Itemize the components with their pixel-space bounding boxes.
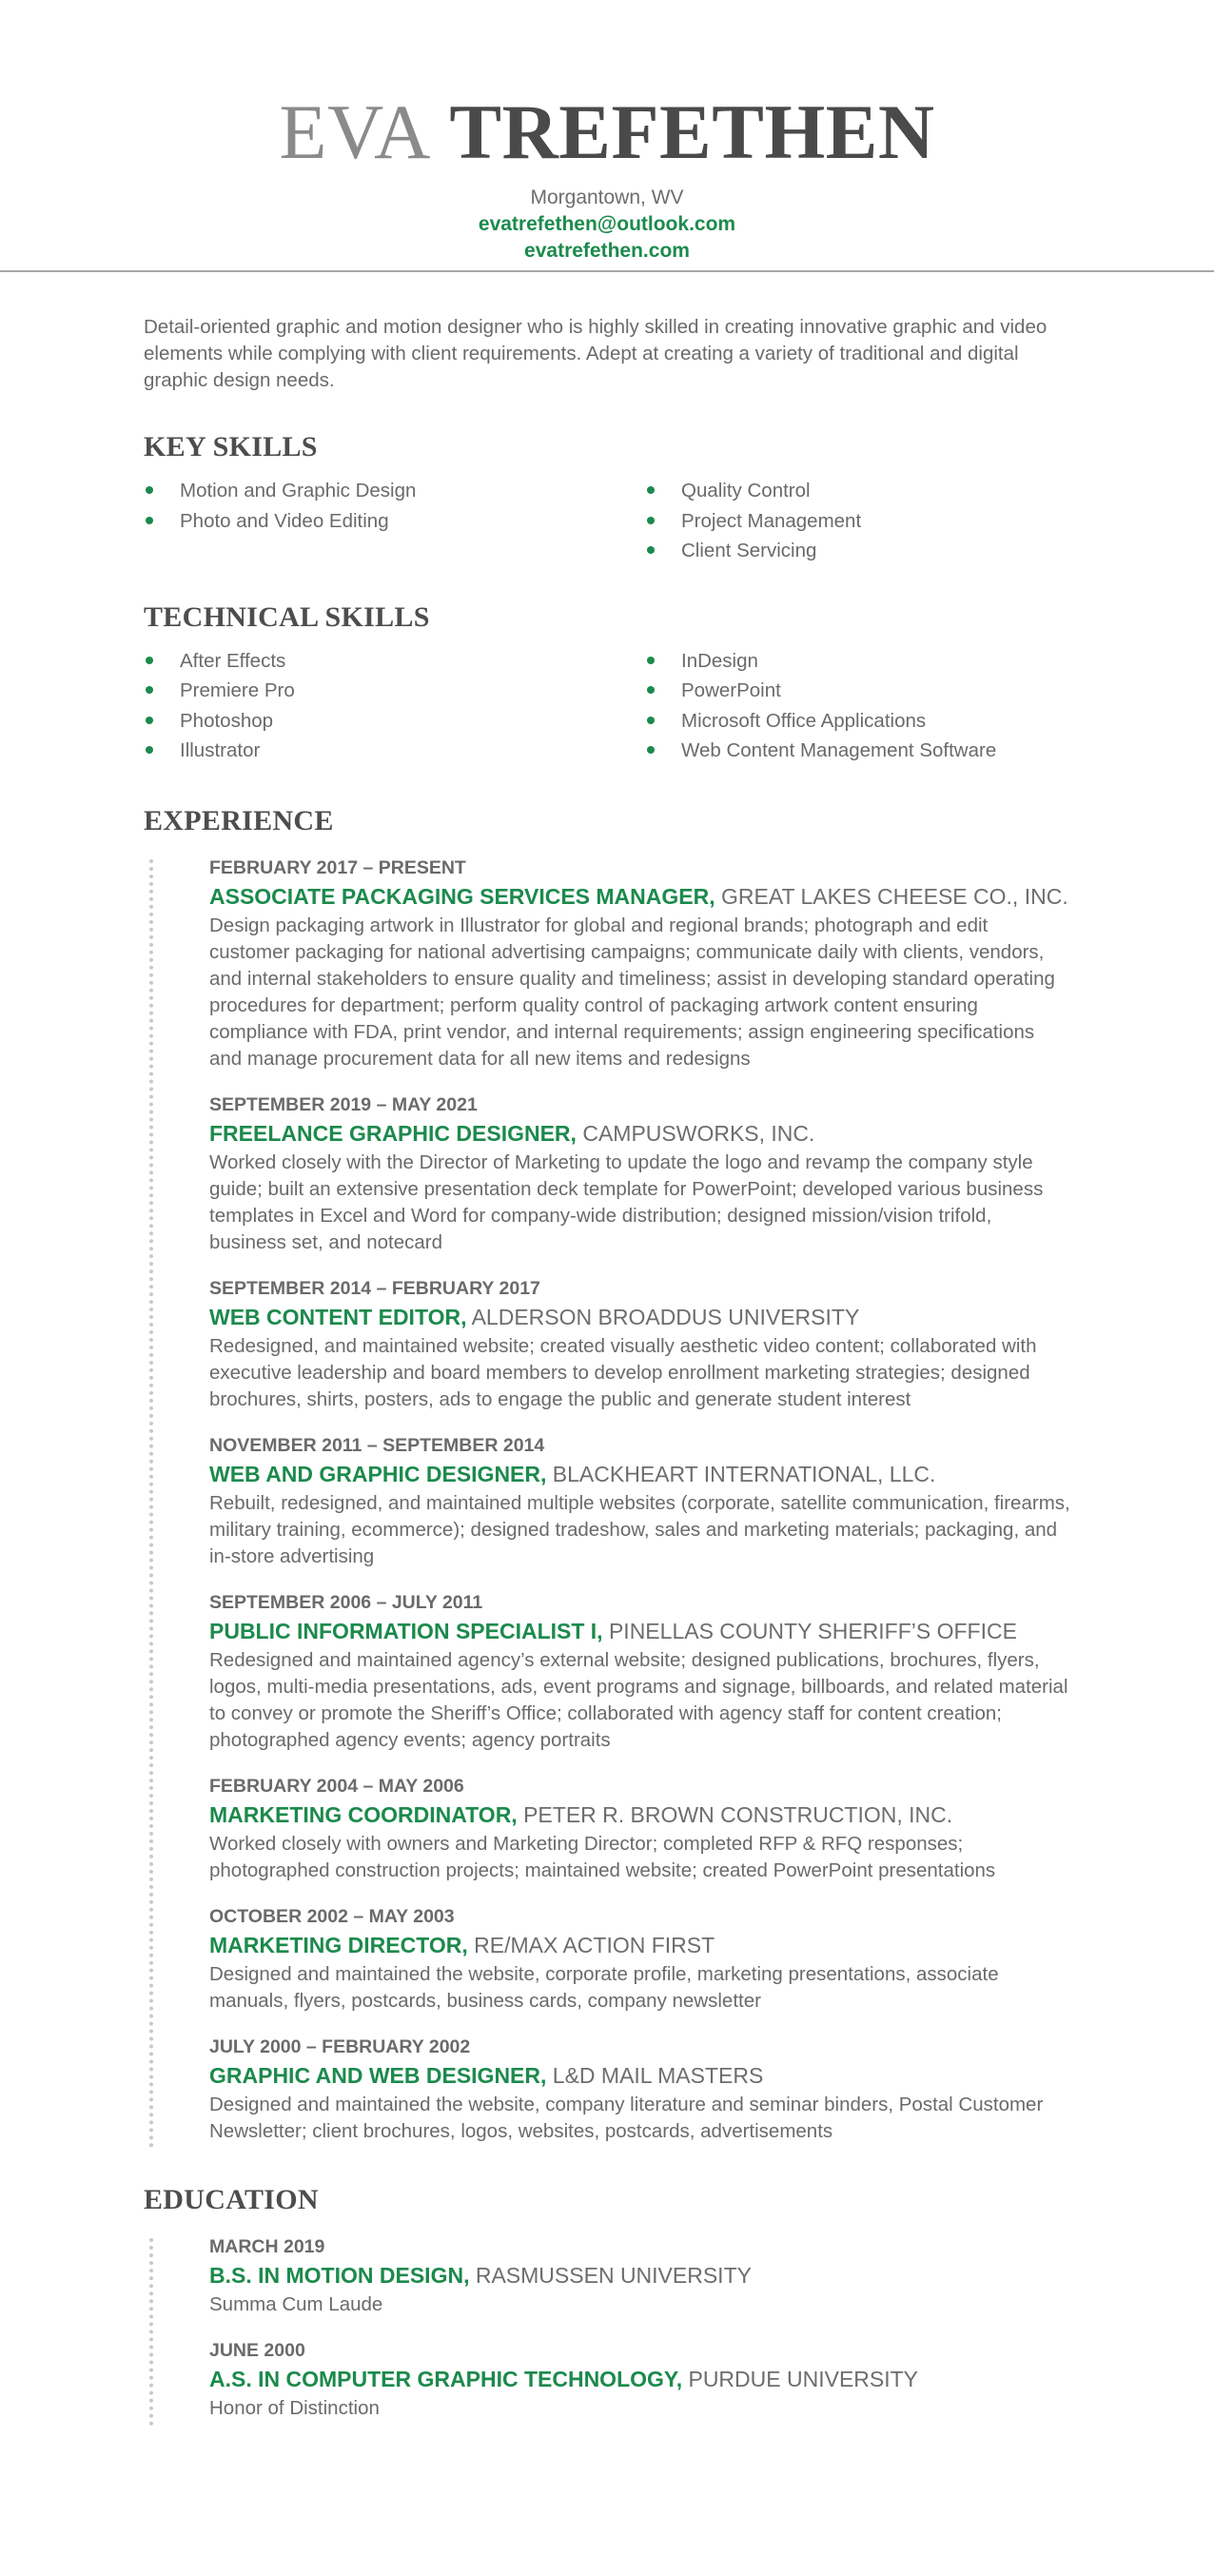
key-skills-right xyxy=(645,476,861,566)
list-item: Microsoft Office Applications xyxy=(645,706,996,737)
entry-description: Worked closely with the Director of Marketing to update the logo and revamp the company style guide; built an extensive presentation deck template for PowerPoint; developed various business templates in Excel and Word for company-wide distribution; designed mission/vision trifold, business set, and notecard xyxy=(209,1150,1044,1253)
employer: CAMPUSWORKS, INC. xyxy=(582,1120,815,1146)
entry-description: Design packaging artwork in Illustrator for global and regional brands; photograph and edit customer packaging for national advertising campaigns; communicate daily with clients, vendors, and internal stakeholders to ensure quality and timeliness; assist in developing standard operating procedures for department; perform quality control of packaging artwork content ensuring compliance with FDA, print vendor, and internal requirements; assign engineering specifications and manage procurement data for all new items and redesigns xyxy=(209,914,1055,1070)
entry-description: Redesigned and maintained agency’s external website; designed publications, brochures, flyers, logos, multi-media presentations, ads, event programs and signage, billboards, and related material to convey or promote the Sheriff’s Office; collaborated with agency staff for content creation; photographed agency events; agency portraits xyxy=(209,1648,1068,1751)
experience-entry xyxy=(209,2035,1071,2145)
degree: A.S. IN COMPUTER GRAPHIC TECHNOLOGY, xyxy=(209,2366,683,2391)
employer: PINELLAS COUNTY SHERIFF’S OFFICE xyxy=(608,1618,1017,1643)
job-title: WEB AND GRAPHIC DESIGNER, xyxy=(209,1461,547,1486)
list-item: InDesign xyxy=(645,646,996,677)
education-entry xyxy=(209,2234,1071,2318)
key-skills-list xyxy=(144,476,1071,566)
entry-date: SEPTEMBER 2019 – MAY 2021 xyxy=(209,1093,478,1115)
resume-header xyxy=(0,0,1214,272)
first-name: EVA xyxy=(279,88,431,175)
key-skills-heading: KEY SKILLS xyxy=(144,431,318,462)
key-skills-left xyxy=(144,476,645,566)
entry-heading xyxy=(209,880,1071,913)
entry-heading xyxy=(209,1458,1071,1490)
experience-entry xyxy=(209,1590,1071,1754)
education-timeline xyxy=(144,2234,1071,2422)
experience-entry xyxy=(209,1092,1071,1256)
employer: RE/MAX ACTION FIRST xyxy=(474,1932,715,1957)
entry-date: SEPTEMBER 2014 – FEBRUARY 2017 xyxy=(209,1277,540,1299)
entry-date: MARCH 2019 xyxy=(209,2235,325,2257)
technical-skills-heading: TECHNICAL SKILLS xyxy=(144,600,430,633)
entry-heading xyxy=(209,1799,1071,1831)
education-heading: EDUCATION xyxy=(144,2183,319,2215)
employer: ALDERSON BROADDUS UNIVERSITY xyxy=(471,1304,860,1329)
entry-description: Designed and maintained the website, corporate profile, marketing presentations, associate manuals, flyers, postcards, business cards, company newsletter xyxy=(209,1962,999,2012)
technical-skills-list xyxy=(144,646,1071,766)
entry-heading xyxy=(209,2059,1071,2092)
entry-date: FEBRUARY 2004 – MAY 2006 xyxy=(209,1775,464,1797)
entry-date: JULY 2000 – FEBRUARY 2002 xyxy=(209,2035,471,2057)
job-title: PUBLIC INFORMATION SPECIALIST I, xyxy=(209,1618,603,1643)
list-item: Motion and Graphic Design xyxy=(144,476,645,506)
job-title: MARKETING DIRECTOR, xyxy=(209,1932,468,1957)
experience-entry xyxy=(209,1433,1071,1570)
experience-entry xyxy=(209,855,1071,1072)
entry-heading xyxy=(209,2363,1071,2395)
entry-description: Honor of Distinction xyxy=(209,2396,380,2419)
job-title: WEB CONTENT EDITOR, xyxy=(209,1304,467,1329)
entry-description: Summa Cum Laude xyxy=(209,2292,383,2315)
school: RASMUSSEN UNIVERSITY xyxy=(475,2262,752,2288)
experience-entry xyxy=(209,1904,1071,2015)
experience-entry xyxy=(209,1276,1071,1413)
candidate-name xyxy=(0,89,1214,175)
resume-body xyxy=(0,314,1214,2422)
entry-date: JUNE 2000 xyxy=(209,2339,305,2361)
entry-description: Designed and maintained the website, company literature and seminar binders, Postal Customer Newsletter; client brochures, logos, websites, postcards, advertisements xyxy=(209,2093,1044,2142)
experience-timeline xyxy=(144,855,1071,2145)
job-title: MARKETING COORDINATOR, xyxy=(209,1801,518,1827)
entry-heading xyxy=(209,1929,1071,1961)
education-entry xyxy=(209,2338,1071,2422)
job-title: GRAPHIC AND WEB DESIGNER, xyxy=(209,2062,547,2088)
entry-date: FEBRUARY 2017 – PRESENT xyxy=(209,856,466,878)
degree: B.S. IN MOTION DESIGN, xyxy=(209,2262,470,2288)
entry-heading xyxy=(209,1615,1071,1647)
technical-skills-right xyxy=(645,646,996,766)
employer: L&D MAIL MASTERS xyxy=(552,2062,764,2088)
list-item: Photoshop xyxy=(144,706,645,737)
entry-date: NOVEMBER 2011 – SEPTEMBER 2014 xyxy=(209,1434,545,1456)
list-item: Web Content Management Software xyxy=(645,736,996,766)
location: Morgantown, WV xyxy=(530,187,684,208)
job-title: ASSOCIATE PACKAGING SERVICES MANAGER, xyxy=(209,883,715,909)
employer: GREAT LAKES CHEESE CO., INC. xyxy=(721,883,1068,909)
employer: BLACKHEART INTERNATIONAL, LLC. xyxy=(552,1461,936,1486)
experience-heading: EXPERIENCE xyxy=(144,804,334,836)
summary: Detail-oriented graphic and motion designer who is highly skilled in creating innovative graphic and video elements while complying with client requirements. Adept at creating a variety of traditional and digital graphic design needs. xyxy=(144,316,1048,391)
entry-heading xyxy=(209,1117,1071,1150)
list-item: Quality Control xyxy=(645,476,861,506)
entry-description: Redesigned, and maintained website; created visually aesthetic video content; collaborated with executive leadership and board members to develop enrollment marketing strategies; designed brochures, shirts, posters, ads to engage the public and generate student interest xyxy=(209,1334,1037,1410)
list-item: Illustrator xyxy=(144,736,645,766)
website-link[interactable]: evatrefethen.com xyxy=(524,240,690,262)
list-item: Client Servicing xyxy=(645,536,861,566)
email-link[interactable]: evatrefethen@outlook.com xyxy=(478,213,736,235)
technical-skills-left xyxy=(144,646,645,766)
entry-description: Worked closely with owners and Marketing Director; completed RFP & RFQ responses; photographed construction projects; maintained website; created PowerPoint presentations xyxy=(209,1832,996,1881)
entry-date: SEPTEMBER 2006 – JULY 2011 xyxy=(209,1591,483,1613)
entry-heading xyxy=(209,1301,1071,1333)
job-title: FREELANCE GRAPHIC DESIGNER, xyxy=(209,1120,577,1146)
entry-heading xyxy=(209,2259,1071,2291)
entry-description: Rebuilt, redesigned, and maintained multiple websites (corporate, satellite communication, firearms, military training, ecommerce); designed tradeshow, sales and marketing materials; packaging, and in-store advertising xyxy=(209,1491,1070,1567)
employer: PETER R. BROWN CONSTRUCTION, INC. xyxy=(523,1801,953,1827)
list-item: Premiere Pro xyxy=(144,676,645,706)
school: PURDUE UNIVERSITY xyxy=(688,2366,919,2391)
list-item: Photo and Video Editing xyxy=(144,506,645,537)
list-item: Project Management xyxy=(645,506,861,537)
experience-entry xyxy=(209,1774,1071,1884)
last-name: TREFETHEN xyxy=(449,88,935,175)
list-item: PowerPoint xyxy=(645,676,996,706)
entry-date: OCTOBER 2002 – MAY 2003 xyxy=(209,1905,455,1927)
list-item: After Effects xyxy=(144,646,645,677)
